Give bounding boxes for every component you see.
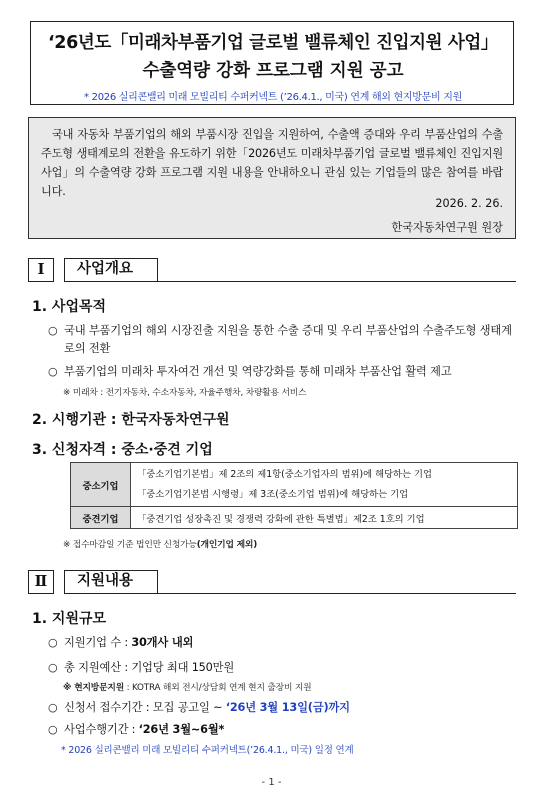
scale-period-value: ‘26년 3월 13일(금)까지 [225, 701, 350, 714]
circle-bullet-icon: ○ [48, 324, 58, 337]
intro-box [28, 117, 516, 239]
purpose-bullet-1-text: 국내 부품기업의 해외 시장진출 지원을 통한 수출 증대 및 우리 부품산업의 수출주도형 생태계로의 전환 [64, 324, 512, 355]
scale-count-label: 지원기업 수 : [64, 636, 132, 649]
purpose-bullet-2-text: 부품기업의 미래차 투자여건 개선 및 역량강화를 통해 미래차 부품산업 활력 제고 [64, 365, 452, 378]
eligibility-item: 「중소기업기본법 시행령」제 3조(중소기업 범위)에 해당하는 기업 [137, 488, 409, 500]
section-1-rule [158, 281, 516, 282]
intro-text: 국내 자동차 부품기업의 해외 부품시장 진입을 지원하여, 수출액 증대와 우리 부품산업의 수출주도형 생태계로의 전환을 유도하기 위한「2026년도 미래차부품기업 글로벌 밸류체인 진입지원 사업」의 수출역량 강화 프로그램 지원 내용을 안내하오니 관심 있는 기업들의 많은 참여를 바랍니다. [41, 128, 503, 198]
circle-bullet-icon: ○ [48, 661, 58, 674]
eligibility-note [63, 537, 257, 550]
circle-bullet-icon: ○ [48, 365, 58, 378]
section-1-title: 사업개요 [64, 258, 158, 282]
eligibility-note-bold: (개인기업 제외) [196, 540, 258, 550]
agency-heading: 2. 시행기관 : 한국자동차연구원 [32, 412, 230, 428]
budget-note [63, 680, 311, 693]
circle-bullet-icon: ○ [48, 636, 58, 649]
purpose-heading: 1. 사업목적 [32, 299, 107, 315]
circle-bullet-icon: ○ [48, 701, 58, 714]
budget-note-rest: : KOTRA 해외 전시/상담회 연계 현지 출장비 지원 [124, 683, 312, 693]
scale-period-label: 신청서 접수기간 : 모집 공고일 ~ [64, 701, 226, 714]
scale-heading: 1. 지원규모 [32, 611, 107, 627]
exec-note: * 2026 실리콘밸리 미래 모빌리티 수퍼커넥트(’26.4.1., 미국) 일정 연계 [61, 745, 354, 756]
intro-org: 한국자동차연구원 원장 [391, 221, 503, 234]
eligibility-note-prefix: ※ 접수마감일 기준 법인만 신청가능 [63, 540, 197, 550]
eligibility-label-sme: 중소기업 [71, 463, 131, 507]
section-2-rule [158, 593, 516, 594]
scale-budget-text: 총 지원예산 : 기업당 최대 150만원 [64, 661, 235, 674]
scale-exec-label: 사업수행기간 : [64, 723, 139, 736]
scale-exec-value: ‘26년 3월~6월* [138, 723, 225, 736]
title-box [30, 21, 514, 105]
eligibility-row-midsize [71, 507, 518, 529]
budget-note-bold: ※ 현지방문지원 [63, 683, 125, 693]
scale-exec [48, 721, 518, 739]
purpose-bullet-2 [48, 363, 518, 381]
scale-count-text [48, 634, 518, 652]
purpose-note: ※ 미래차 : 전기자동차, 수소자동차, 자율주행차, 차량활용 서비스 [63, 388, 307, 398]
eligibility-item: 「중소기업기본법」제 2조의 제1항(중소기업자의 범위)에 해당하는 기업 [137, 468, 432, 480]
eligibility-heading: 3. 신청자격 : 중소·중견 기업 [32, 442, 213, 458]
eligibility-table [70, 462, 518, 529]
title-line-1: ‘26년도「미래차부품기업 글로벌 밸류체인 진입지원 사업」 [48, 33, 498, 53]
eligibility-cell-midsize: 「중견기업 성장촉진 및 경쟁력 강화에 관한 특별법」제2조 1호의 기업 [131, 507, 518, 529]
eligibility-cell-sme [131, 463, 518, 507]
scale-period-text [48, 699, 518, 717]
scale-budget [48, 659, 518, 677]
scale-exec-text [48, 721, 518, 739]
section-1-number: Ⅰ [28, 258, 54, 282]
scale-count [48, 634, 518, 652]
eligibility-label-midsize: 중견기업 [71, 507, 131, 529]
scale-count-value: 30개사 내외 [131, 636, 194, 649]
section-2-title: 지원내용 [64, 570, 158, 594]
intro-date: 2026. 2. 26. [435, 197, 503, 210]
section-2-number: Ⅱ [28, 570, 54, 594]
eligibility-row-sme [71, 463, 518, 507]
page-number: - 1 - [261, 777, 282, 788]
scale-period [48, 699, 518, 717]
purpose-bullet-1 [48, 322, 518, 358]
circle-bullet-icon: ○ [48, 723, 58, 736]
title-line-2: 수출역량 강화 프로그램 지원 공고 [142, 61, 404, 81]
title-subnote: * 2026 실리콘밸리 미래 모빌리티 수퍼커넥트 (’26.4.1., 미국) 연계 해외 현지방문비 지원 [84, 92, 462, 103]
